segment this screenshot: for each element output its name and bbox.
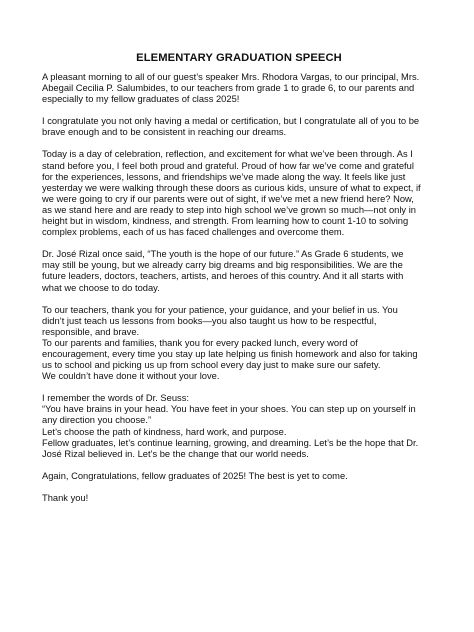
- text-line: I congratulate you not only having a medal or certification, but I congratulate all of you to be: [42, 116, 420, 127]
- paragraph: [42, 72, 436, 105]
- text-line: I remember the words of Dr. Seuss:: [42, 393, 189, 404]
- text-line: responsible, and brave.: [42, 326, 140, 337]
- paragraph: [42, 249, 436, 293]
- speech-body: [42, 72, 436, 504]
- text-line: didn’t just teach us lessons from books—you also taught us how to be respectful,: [42, 315, 377, 326]
- paragraph: [42, 393, 436, 460]
- paragraph: [42, 149, 436, 238]
- text-line: To our parents and families, thank you for every packed lunch, every word of: [42, 337, 358, 348]
- text-line: encouragement, every time you stay up late helping us finish homework and also for taking: [42, 348, 418, 359]
- text-line: especially to my fellow graduates of class 2025!: [42, 94, 240, 105]
- text-line: we were going to cry if our parents were out of sight, if we’ve met a new friend here? Now,: [42, 193, 414, 204]
- paragraph: [42, 471, 436, 482]
- text-line: Again, Congratulations, fellow graduates of 2025! The best is yet to come.: [42, 470, 348, 481]
- paragraph: [42, 493, 436, 504]
- text-line: Thank you!: [42, 492, 89, 503]
- text-line: stand before you, I feel both proud and grateful. Proud of how far we’ve come and grateful: [42, 160, 414, 171]
- speech-title: ELEMENTARY GRADUATION SPEECH: [136, 52, 342, 64]
- text-line: brave enough and to be consistent in reaching our dreams.: [42, 127, 287, 138]
- text-line: for the experiences, lessons, and friendships we’ve made along the way. It feels like just: [42, 171, 406, 182]
- text-line: A pleasant morning to all of our guest’s speaker Mrs. Rhodora Vargas, to our principal, Mrs.: [42, 72, 420, 82]
- text-line: We couldn’t have done it without your love.: [42, 371, 220, 382]
- text-line: Today is a day of celebration, reflection, and excitement for what we’ve been through. As I: [42, 149, 413, 160]
- paragraph: [42, 305, 436, 383]
- text-line: future leaders, doctors, teachers, artists, and heroes of this country. And it all starts with: [42, 271, 404, 282]
- text-line: Fellow graduates, let’s continue learning, growing, and dreaming. Let’s be the hope that Dr.: [42, 437, 419, 448]
- text-line: Let’s choose the path of kindness, hard work, and purpose.: [42, 426, 287, 437]
- text-line: as we stand here and are ready to step into high school we’ve grown so much—not only in: [42, 204, 416, 215]
- text-line: To our teachers, thank you for your patience, your guidance, and your belief in us. You: [42, 304, 398, 315]
- text-line: may still be young, but we already carry big dreams and big responsibilities. We are the: [42, 260, 403, 271]
- text-line: complex problems, each of us has faced challenges and overcome them.: [42, 227, 345, 238]
- text-line: “You have brains in your head. You have feet in your shoes. You can step up on yourself in: [42, 404, 416, 415]
- text-line: José Rizal believed in. Let’s be the change that our world needs.: [42, 448, 309, 459]
- text-line: yesterday we were walking through these doors as curious kids, unsure of what to expect, if: [42, 182, 421, 193]
- text-line: what we choose to do today.: [42, 282, 160, 293]
- paragraph: [42, 116, 436, 138]
- text-line: Dr. José Rizal once said, “The youth is the hope of our future.” As Grade 6 students, we: [42, 249, 404, 260]
- text-line: Abegail Cecilia P. Salumbides, to our teachers from grade 1 to grade 6, to our parents and: [42, 83, 415, 94]
- text-line: any direction you choose.”: [42, 415, 152, 426]
- text-line: us to school and picking us up from school every day just to make sure our safety.: [42, 360, 381, 371]
- text-line: height but in wisdom, kindness, and strength. From learning how to count 1-10 to solving: [42, 216, 409, 227]
